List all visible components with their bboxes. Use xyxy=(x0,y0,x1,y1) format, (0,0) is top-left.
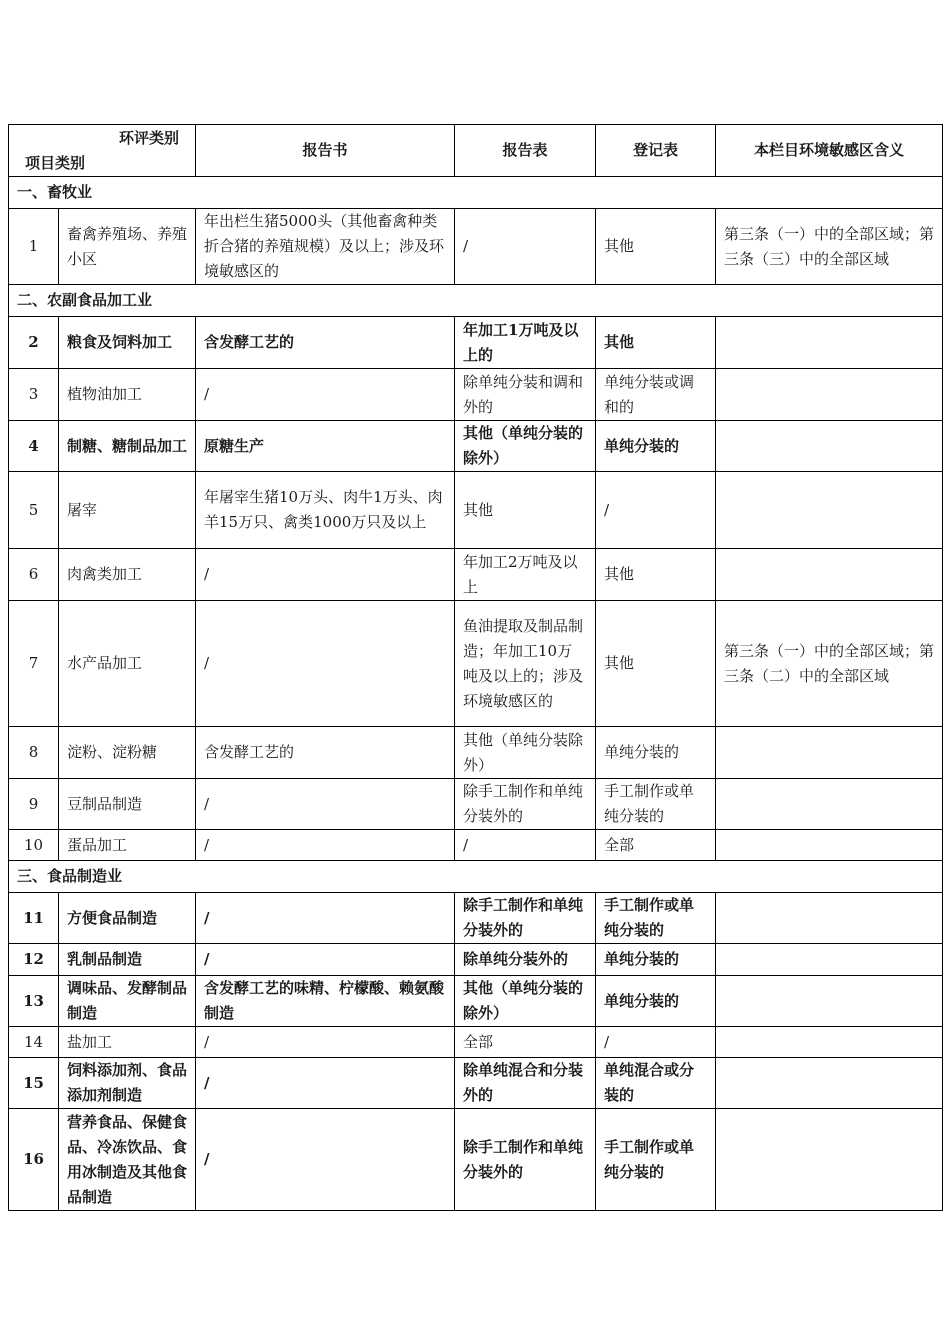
table-row xyxy=(9,893,943,944)
report-book-cell: / xyxy=(196,944,455,976)
table-row xyxy=(9,1058,943,1109)
register-form-cell: 手工制作或单纯分装的 xyxy=(596,1109,716,1211)
project-name-cell: 盐加工 xyxy=(59,1027,196,1058)
project-name-cell: 屠宰 xyxy=(59,472,196,549)
table-row xyxy=(9,549,943,601)
project-name-cell: 肉禽类加工 xyxy=(59,549,196,601)
register-form-cell: 单纯分装的 xyxy=(596,727,716,779)
register-form-cell: 手工制作或单纯分装的 xyxy=(596,893,716,944)
section-title: 一、畜牧业 xyxy=(9,177,943,209)
sensitive-area-cell xyxy=(716,944,943,976)
sensitive-area-cell xyxy=(716,893,943,944)
section-row xyxy=(9,177,943,209)
project-name-cell: 制糖、糖制品加工 xyxy=(59,421,196,472)
sensitive-area-cell xyxy=(716,1027,943,1058)
sensitive-area-cell xyxy=(716,549,943,601)
table-row xyxy=(9,209,943,285)
header-report-book: 报告书 xyxy=(196,125,455,177)
header-row xyxy=(9,125,943,177)
register-form-cell: 单纯分装或调和的 xyxy=(596,369,716,421)
project-name-cell: 植物油加工 xyxy=(59,369,196,421)
report-form-cell: 其他（单纯分装除外） xyxy=(455,727,596,779)
table-row xyxy=(9,1027,943,1058)
row-number-cell: 10 xyxy=(9,830,59,861)
header-corner-bottom: 项目类别 xyxy=(25,153,86,172)
report-form-cell: / xyxy=(455,209,596,285)
section-row xyxy=(9,861,943,893)
project-name-cell: 粮食及饲料加工 xyxy=(59,317,196,369)
row-number-cell: 1 xyxy=(9,209,59,285)
sensitive-area-cell xyxy=(716,1058,943,1109)
header-corner-cell xyxy=(9,125,196,177)
sensitive-area-cell xyxy=(716,421,943,472)
section-title: 三、食品制造业 xyxy=(9,861,943,893)
header-register-form: 登记表 xyxy=(596,125,716,177)
row-number-cell: 4 xyxy=(9,421,59,472)
report-book-cell: 含发酵工艺的 xyxy=(196,317,455,369)
report-form-cell: 除单纯分装和调和外的 xyxy=(455,369,596,421)
report-form-cell: 年加工1万吨及以上的 xyxy=(455,317,596,369)
report-book-cell: / xyxy=(196,779,455,830)
report-book-cell: / xyxy=(196,1109,455,1211)
table-row xyxy=(9,944,943,976)
report-book-cell: / xyxy=(196,893,455,944)
register-form-cell: / xyxy=(596,472,716,549)
report-form-cell: 除单纯混合和分装外的 xyxy=(455,1058,596,1109)
row-number-cell: 6 xyxy=(9,549,59,601)
register-form-cell: 单纯混合或分装的 xyxy=(596,1058,716,1109)
row-number-cell: 12 xyxy=(9,944,59,976)
sensitive-area-cell: 第三条（一）中的全部区域；第三条（二）中的全部区域 xyxy=(716,601,943,727)
sensitive-area-cell xyxy=(716,317,943,369)
report-book-cell: 含发酵工艺的味精、柠檬酸、赖氨酸制造 xyxy=(196,976,455,1027)
report-form-cell: 其他（单纯分装的除外） xyxy=(455,976,596,1027)
sensitive-area-cell xyxy=(716,727,943,779)
table-row xyxy=(9,779,943,830)
table-row xyxy=(9,317,943,369)
project-name-cell: 调味品、发酵制品制造 xyxy=(59,976,196,1027)
register-form-cell: 单纯分装的 xyxy=(596,944,716,976)
report-book-cell: / xyxy=(196,1027,455,1058)
header-report-form: 报告表 xyxy=(455,125,596,177)
report-book-cell: / xyxy=(196,369,455,421)
register-form-cell: 其他 xyxy=(596,209,716,285)
register-form-cell: 全部 xyxy=(596,830,716,861)
row-number-cell: 14 xyxy=(9,1027,59,1058)
report-book-cell: 含发酵工艺的 xyxy=(196,727,455,779)
sensitive-area-cell xyxy=(716,779,943,830)
table-row xyxy=(9,421,943,472)
report-form-cell: 其他 xyxy=(455,472,596,549)
project-name-cell: 蛋品加工 xyxy=(59,830,196,861)
row-number-cell: 16 xyxy=(9,1109,59,1211)
report-form-cell: / xyxy=(455,830,596,861)
table-row xyxy=(9,830,943,861)
sensitive-area-cell xyxy=(716,1109,943,1211)
table-row xyxy=(9,1109,943,1211)
row-number-cell: 9 xyxy=(9,779,59,830)
sensitive-area-cell xyxy=(716,369,943,421)
report-form-cell: 鱼油提取及制品制造；年加工10万吨及以上的；涉及环境敏感区的 xyxy=(455,601,596,727)
section-row xyxy=(9,285,943,317)
row-number-cell: 11 xyxy=(9,893,59,944)
sensitive-area-cell xyxy=(716,976,943,1027)
report-book-cell: / xyxy=(196,549,455,601)
sensitive-area-cell xyxy=(716,830,943,861)
report-form-cell: 除手工制作和单纯分装外的 xyxy=(455,1109,596,1211)
row-number-cell: 8 xyxy=(9,727,59,779)
table-row xyxy=(9,601,943,727)
table-row xyxy=(9,727,943,779)
report-form-cell: 年加工2万吨及以上 xyxy=(455,549,596,601)
row-number-cell: 15 xyxy=(9,1058,59,1109)
report-book-cell: / xyxy=(196,830,455,861)
register-form-cell: 其他 xyxy=(596,601,716,727)
sensitive-area-cell xyxy=(716,472,943,549)
project-name-cell: 营养食品、保健食品、冷冻饮品、食用冰制造及其他食品制造 xyxy=(59,1109,196,1211)
register-form-cell: / xyxy=(596,1027,716,1058)
report-book-cell: / xyxy=(196,601,455,727)
project-name-cell: 水产品加工 xyxy=(59,601,196,727)
report-book-cell: 原糖生产 xyxy=(196,421,455,472)
report-book-cell: 年出栏生猪5000头（其他畜禽种类折合猪的养殖规模）及以上；涉及环境敏感区的 xyxy=(196,209,455,285)
table-row xyxy=(9,369,943,421)
row-number-cell: 5 xyxy=(9,472,59,549)
table-row xyxy=(9,976,943,1027)
register-form-cell: 其他 xyxy=(596,317,716,369)
report-book-cell: 年屠宰生猪10万头、肉牛1万头、肉羊15万只、禽类1000万只及以上 xyxy=(196,472,455,549)
section-title: 二、农副食品加工业 xyxy=(9,285,943,317)
report-form-cell: 除手工制作和单纯分装外的 xyxy=(455,893,596,944)
project-name-cell: 淀粉、淀粉糖 xyxy=(59,727,196,779)
environmental-assessment-table xyxy=(8,124,943,1211)
row-number-cell: 3 xyxy=(9,369,59,421)
report-book-cell: / xyxy=(196,1058,455,1109)
project-name-cell: 饲料添加剂、食品添加剂制造 xyxy=(59,1058,196,1109)
register-form-cell: 单纯分装的 xyxy=(596,976,716,1027)
project-name-cell: 畜禽养殖场、养殖小区 xyxy=(59,209,196,285)
row-number-cell: 7 xyxy=(9,601,59,727)
sensitive-area-cell: 第三条（一）中的全部区域；第三条（三）中的全部区域 xyxy=(716,209,943,285)
header-corner-top: 环评类别 xyxy=(119,128,180,147)
report-form-cell: 除手工制作和单纯分装外的 xyxy=(455,779,596,830)
register-form-cell: 其他 xyxy=(596,549,716,601)
report-form-cell: 其他（单纯分装的除外） xyxy=(455,421,596,472)
project-name-cell: 方便食品制造 xyxy=(59,893,196,944)
register-form-cell: 单纯分装的 xyxy=(596,421,716,472)
header-sensitive-area: 本栏目环境敏感区含义 xyxy=(716,125,943,177)
table-row xyxy=(9,472,943,549)
report-form-cell: 除单纯分装外的 xyxy=(455,944,596,976)
register-form-cell: 手工制作或单纯分装的 xyxy=(596,779,716,830)
project-name-cell: 豆制品制造 xyxy=(59,779,196,830)
report-form-cell: 全部 xyxy=(455,1027,596,1058)
row-number-cell: 2 xyxy=(9,317,59,369)
project-name-cell: 乳制品制造 xyxy=(59,944,196,976)
row-number-cell: 13 xyxy=(9,976,59,1027)
